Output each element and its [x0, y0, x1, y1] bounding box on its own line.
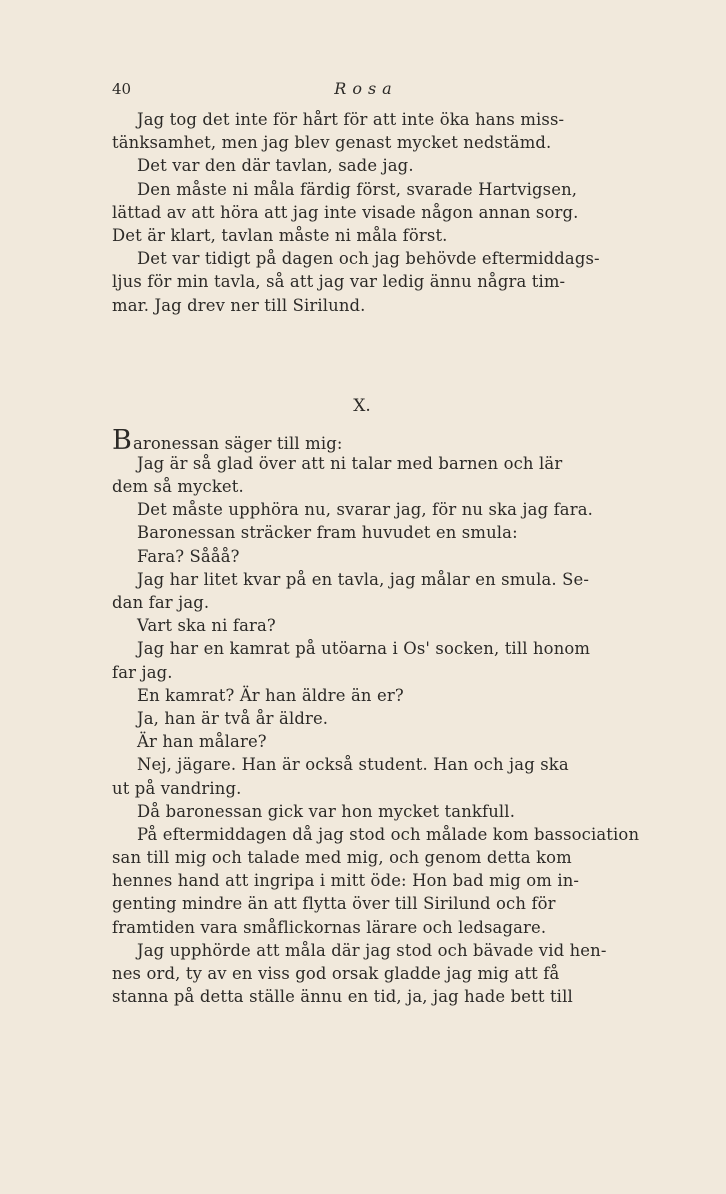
text-line: san till mig och talade med mig, och genom detta kom [112, 848, 572, 868]
text-line: ljus för min tavla, så att jag var ledig ännu några tim- [112, 272, 566, 292]
text-line: ut på vandring. [112, 778, 242, 798]
text-line: Det var tidigt på dagen och jag behövde eftermiddags- [137, 249, 600, 269]
text-line: Det måste upphöra nu, svarar jag, för nu ska jag fara. [137, 500, 593, 520]
text-line: Vart ska ni fara? [137, 616, 276, 636]
text-line: Den måste ni måla färdig först, svarade Hartvigsen, [137, 179, 578, 199]
text-line: dan far jag. [112, 593, 210, 612]
text-line: Det var den där tavlan, sade jag. [137, 156, 414, 176]
text-line: Nej, jägare. Han är också student. Han och jag ska [137, 755, 569, 775]
text-line: Jag har litet kvar på en tavla, jag målar en smula. Se- [137, 569, 590, 589]
running-title: Rosa [334, 79, 398, 98]
text-line: lättad av att höra att jag inte visade någon annan sorg. [112, 202, 579, 222]
text-line-dropcap [112, 424, 612, 456]
section-gap [112, 317, 612, 375]
drop-cap: B [112, 424, 132, 456]
text-line: Jag är så glad över att ni talar med barnen och lär [137, 453, 563, 473]
text-line: mar. Jag drev ner till Sirilund. [112, 295, 366, 315]
text-line: Det är klart, tavlan måste ni måla först. [112, 225, 448, 245]
page-number: 40 [112, 80, 132, 98]
text-line: genting mindre än att flytta över till Sirilund och för [112, 894, 556, 914]
text-line: Fara? Sååå? [137, 546, 240, 566]
text-line: På eftermiddagen då jag stod och målade kom bassociation [137, 824, 640, 844]
text-line: hennes hand att ingripa i mitt öde: Hon bad mig om in- [112, 871, 580, 891]
text-body [112, 108, 640, 1008]
text-line: far jag. [112, 662, 173, 682]
text-line: En kamrat? Är han äldre än er? [137, 685, 404, 705]
text-line: stanna på detta ställe ännu en tid, ja, jag hade bett till [112, 987, 573, 1007]
text-line: Är han målare? [137, 732, 267, 752]
text-line: Baronessan sträcker fram huvudet en smula: [137, 523, 518, 543]
text-line: Ja, han är två år äldre. [137, 708, 329, 728]
text-line: Då baronessan gick var hon mycket tankfull. [137, 801, 516, 821]
text-line: Jag har en kamrat på utöarna i Os' socken, till honom [137, 639, 591, 659]
text-line: Jag tog det inte för hårt för att inte öka hans miss- [137, 110, 565, 129]
text-line: Jag upphörde att måla där jag stod och bävade vid hen- [137, 940, 607, 960]
text-line: tänksamhet, men jag blev genast mycket nedstämd. [112, 133, 552, 153]
text-line: framtiden vara småflickornas lärare och ledsagare. [112, 917, 547, 937]
text-line: nes ord, ty av en viss god orsak gladde jag mig att få [112, 964, 560, 983]
text-line: dem så mycket. [112, 477, 244, 497]
page-header [112, 74, 620, 104]
chapter-heading: X. [353, 395, 371, 416]
text-line: aronessan säger till mig: [133, 433, 343, 453]
